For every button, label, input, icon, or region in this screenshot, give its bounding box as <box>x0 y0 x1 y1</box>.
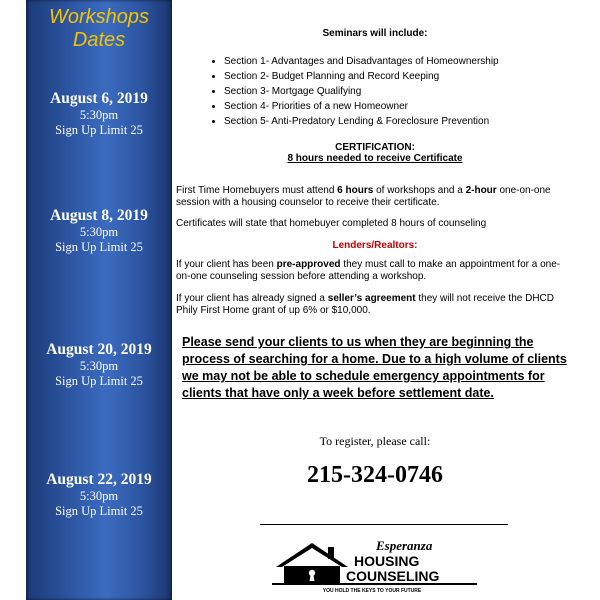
logo-tagline: YOU HOLD THE KEYS TO YOUR FUTURE <box>322 588 422 594</box>
list-item: • Section 3- Mortgage Qualifying <box>224 84 499 99</box>
list-item: • Section 2- Budget Planning and Record Keeping <box>224 69 499 84</box>
phone-number: 215-324-0746 <box>307 462 443 488</box>
workshop-time: 5:30pm <box>79 489 119 503</box>
workshop-item <box>26 89 172 138</box>
text-span: If your client has already signed a <box>176 293 328 304</box>
workshop-limit: Sign Up Limit 25 <box>55 504 143 518</box>
sections-list <box>210 54 499 129</box>
lenders-heading: Lenders/Realtors: <box>332 240 418 251</box>
register-instruction: To register, please call: <box>319 434 431 448</box>
logo-line1: Esperanza <box>376 538 433 553</box>
text-span-bold: 2-hour <box>465 185 497 196</box>
logo-line3: COUNSELING <box>346 568 440 584</box>
workshop-date: August 8, 2019 <box>50 207 148 224</box>
text-span-bold: seller’s agreement <box>327 293 416 304</box>
sidebar-title-line2: Dates <box>72 29 126 51</box>
workshop-time: 5:30pm <box>79 359 119 373</box>
certification-heading: CERTIFICATION: <box>335 142 415 153</box>
logo-line2: HOUSING <box>354 553 420 569</box>
workshop-time: 5:30pm <box>79 225 119 239</box>
workshop-date: August 22, 2019 <box>46 471 152 488</box>
divider <box>260 524 508 525</box>
certification-requirement: 8 hours needed to receive Certificate <box>287 153 463 164</box>
seminars-heading: Seminars will include: <box>322 28 428 39</box>
text-span: If your client has been <box>176 259 277 270</box>
workshop-limit: Sign Up Limit 25 <box>55 374 143 388</box>
text-span: of workshops and a <box>373 185 466 196</box>
workshop-date: August 6, 2019 <box>50 90 148 107</box>
homebuyer-requirement-paragraph <box>176 185 574 208</box>
sidebar-title-line1: Workshops <box>48 6 150 28</box>
workshop-limit: Sign Up Limit 25 <box>55 240 143 254</box>
workshop-limit: Sign Up Limit 25 <box>55 123 143 137</box>
text-span: they must call to make an appointment for a one-on-one counseling session before attending a workshop. <box>176 259 561 282</box>
list-item: • Section 4- Priorities of a new Homeowner <box>224 99 499 114</box>
workshop-time: 5:30pm <box>79 108 119 122</box>
list-item: • Section 5- Anti-Predatory Lending & Foreclosure Prevention <box>224 114 499 129</box>
text-span-bold: 6 hours <box>337 185 374 196</box>
pre-approved-paragraph <box>176 259 574 282</box>
text-span: one-on-one session with a housing counselor to receive their certificate. <box>176 185 551 208</box>
certificate-statement: Certificates will state that homebuyer completed 8 hours of counseling <box>176 218 487 229</box>
workshop-date: August 20, 2019 <box>46 341 152 358</box>
workshop-item <box>26 470 172 519</box>
workshop-item <box>26 206 172 255</box>
list-item: • Section 1- Advantages and Disadvantages of Homeownership <box>224 54 499 69</box>
text-span: they will not receive the DHCD Phily First Home grant of up 6% or $10,000. <box>176 293 554 316</box>
text-span-bold: pre-approved <box>276 259 341 270</box>
workshop-item <box>26 340 172 389</box>
workshop-dates-sidebar <box>26 0 172 600</box>
important-notice: Please send your clients to us when they are beginning the process of searching for a home. Due to a high volume of clients we may not be able to schedule emergency appointments for clients that have only a week before settlement date. <box>182 335 567 400</box>
seller-agreement-paragraph <box>176 293 574 316</box>
esperanza-logo <box>272 535 492 595</box>
text-span: First Time Homebuyers must attend <box>176 185 338 196</box>
certification-block <box>176 142 574 164</box>
